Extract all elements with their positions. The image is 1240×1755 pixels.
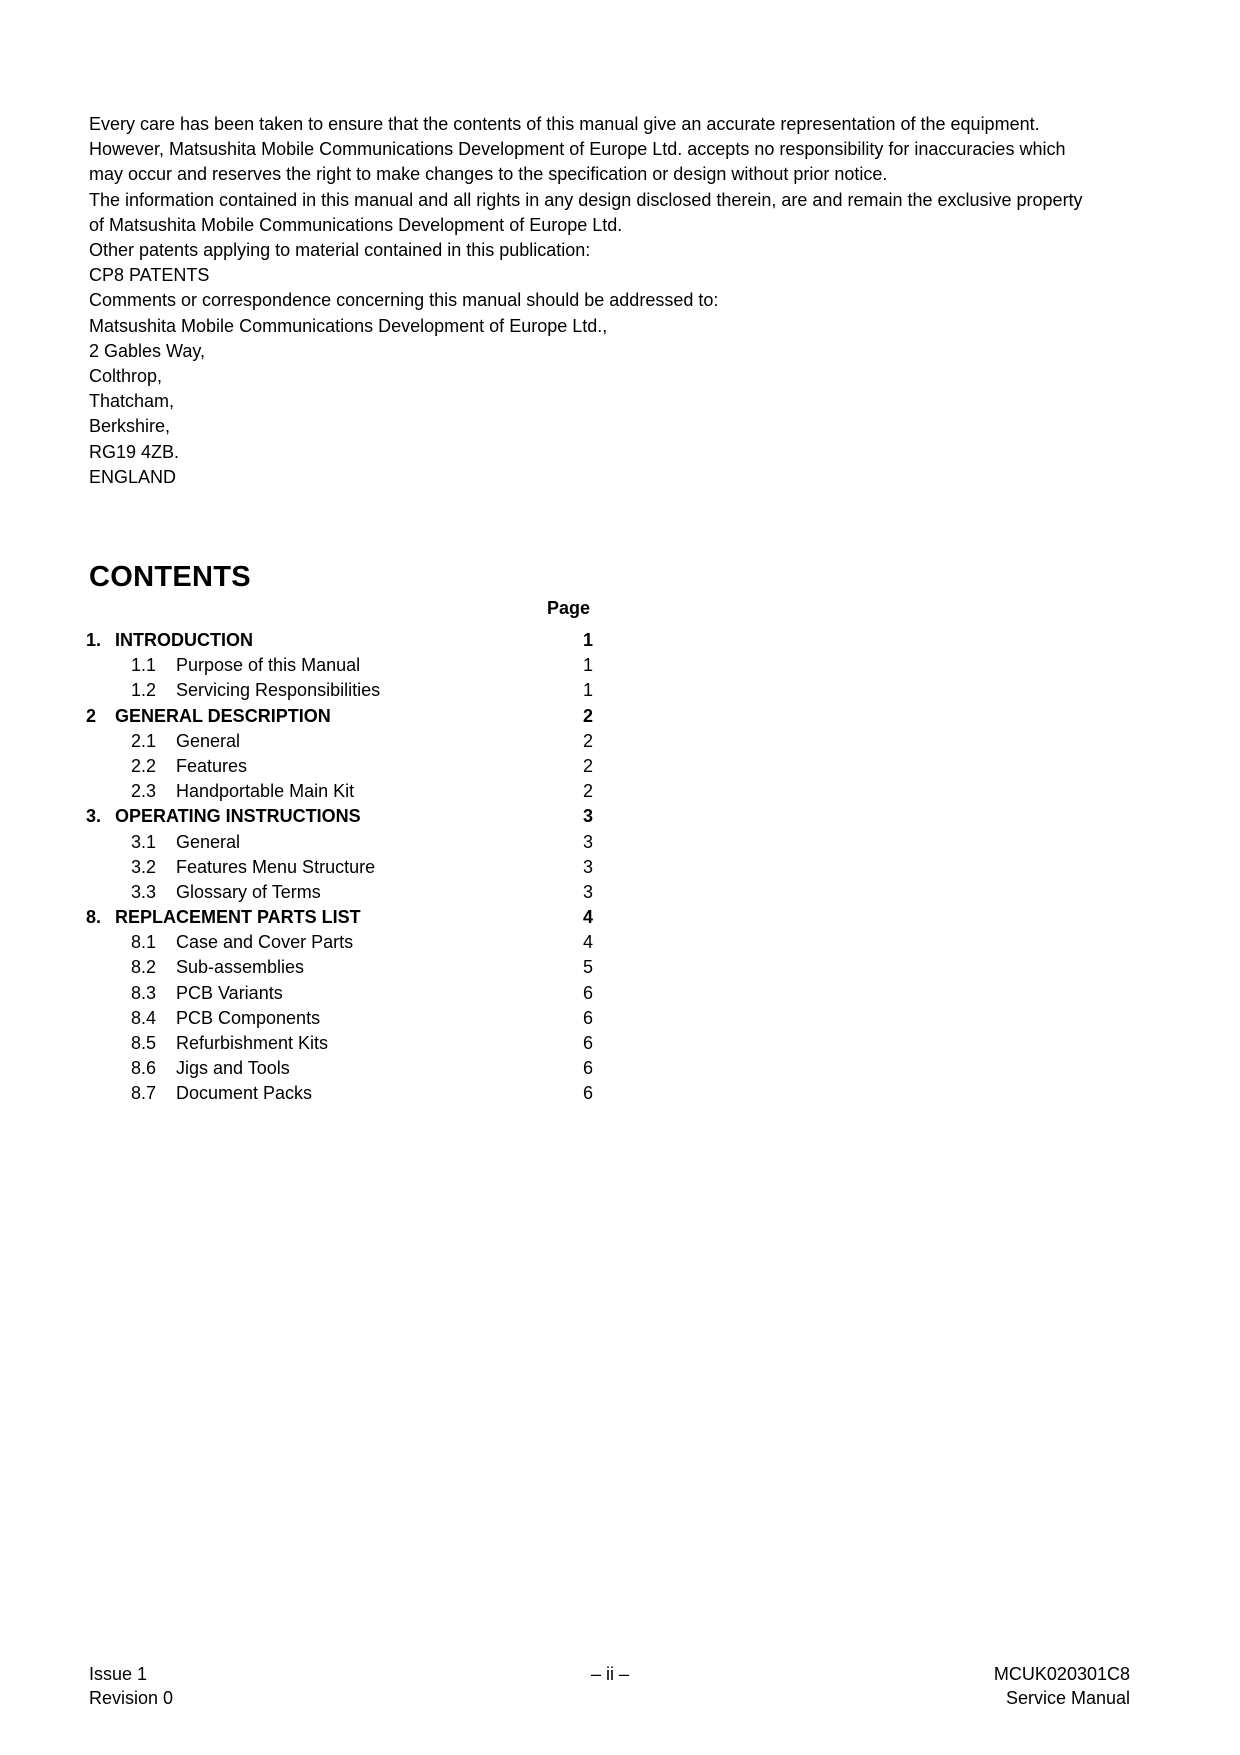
toc-entry-number: 2.3 (131, 781, 157, 802)
toc-subsection-row (86, 653, 596, 678)
toc-section-row (86, 628, 596, 653)
toc-subsection-row (86, 779, 596, 804)
toc-entry-number: 8.7 (131, 1083, 157, 1104)
toc-entry-page: 6 (582, 1033, 593, 1053)
toc-entry-number: 1. (86, 630, 102, 650)
toc-entry-page: 2 (582, 755, 593, 776)
toc-entry-title: GENERAL DESCRIPTION (115, 705, 331, 726)
toc-entry-page: 3 (582, 856, 593, 877)
toc-entry-number: 8.6 (131, 1058, 157, 1079)
toc-entry-title: Glossary of Terms (176, 881, 321, 902)
contents-heading: CONTENTS (89, 561, 251, 593)
toc-entry-number: 3.1 (131, 831, 157, 852)
toc-entry-number: 1.1 (131, 655, 157, 676)
intro-line: However, Matsushita Mobile Communications Development of Europe Ltd. accepts no responsibility for inaccuracies which (89, 139, 1066, 160)
toc-entry-page: 3 (582, 831, 593, 852)
toc-entry-page: 1 (582, 680, 593, 701)
toc-entry-page: 5 (582, 957, 593, 978)
toc-entry-title: REPLACEMENT PARTS LIST (115, 907, 361, 928)
footer-doc-type: Service Manual (1005, 1688, 1130, 1708)
toc-entry-page: 1 (582, 630, 593, 650)
intro-disclaimer (89, 112, 1149, 490)
address-line: Matsushita Mobile Communications Development of Europe Ltd., (89, 315, 608, 336)
toc-subsection-row (86, 678, 596, 703)
toc-entry-page: 2 (582, 781, 593, 802)
toc-entry-title: Sub-assemblies (176, 957, 305, 978)
toc-entry-title: Features Menu Structure (176, 856, 376, 877)
toc-subsection-row (86, 830, 596, 855)
toc-subsection-row (86, 1081, 596, 1106)
toc-subsection-row (86, 1031, 596, 1056)
address-line: RG19 4ZB. (89, 441, 180, 462)
toc-entry-number: 8.1 (131, 932, 157, 953)
intro-line: of Matsushita Mobile Communications Development of Europe Ltd. (89, 214, 623, 235)
intro-line: may occur and reserves the right to make changes to the specification or design without prior notice. (89, 164, 888, 185)
address-line: Berkshire, (89, 416, 171, 437)
toc-section-row (86, 704, 596, 729)
toc-entry-number: 8.3 (131, 982, 157, 1003)
toc-entry-title: OPERATING INSTRUCTIONS (115, 806, 361, 827)
toc-entry-title: Features (176, 755, 248, 776)
toc-entry-page: 2 (582, 705, 593, 726)
toc-entry-title: Handportable Main Kit (176, 781, 355, 802)
footer-revision: Revision 0 (89, 1688, 174, 1708)
toc-entry-title: Purpose of this Manual (176, 655, 361, 676)
toc-entry-title: INTRODUCTION (115, 630, 253, 650)
toc-entry-number: 8.5 (131, 1033, 157, 1053)
toc-subsection-row (86, 1006, 596, 1031)
address-line: Thatcham, (89, 391, 175, 412)
toc-entry-page: 3 (582, 806, 593, 827)
toc-entry-title: General (176, 730, 241, 751)
toc-subsection-row (86, 729, 596, 754)
page-column-header: Page (546, 598, 590, 618)
toc-entry-title: Document Packs (176, 1083, 313, 1104)
footer-doc-code: MCUK020301C8 (993, 1664, 1130, 1684)
toc-entry-page: 4 (582, 932, 593, 953)
toc-entry-title: Case and Cover Parts (176, 932, 354, 953)
address-line: ENGLAND (89, 466, 177, 487)
toc-entry-number: 1.2 (131, 680, 157, 701)
intro-line: Every care has been taken to ensure that the contents of this manual give an accurate representation of the equipment. (89, 114, 1040, 134)
toc-entry-title: PCB Variants (176, 982, 283, 1003)
toc-entry-title: Jigs and Tools (176, 1058, 290, 1079)
toc-entry-title: Refurbishment Kits (176, 1033, 329, 1053)
toc-entry-number: 3. (86, 806, 102, 827)
table-of-contents (86, 628, 596, 1107)
toc-entry-title: Servicing Responsibilities (176, 680, 381, 701)
toc-entry-number: 2.2 (131, 755, 157, 776)
toc-entry-page: 6 (582, 982, 593, 1003)
toc-entry-number: 2.1 (131, 730, 157, 751)
toc-entry-number: 8. (86, 907, 102, 928)
footer-page-number: – ii – (590, 1664, 630, 1684)
intro-line: Other patents applying to material contained in this publication: (89, 240, 591, 261)
toc-subsection-row (86, 1056, 596, 1081)
address-line: 2 Gables Way, (89, 340, 206, 361)
footer-issue-block (89, 1662, 173, 1710)
toc-entry-page: 6 (582, 1058, 593, 1079)
address-line: Colthrop, (89, 366, 163, 387)
toc-subsection-row (86, 955, 596, 980)
footer-doc-block (994, 1662, 1130, 1710)
toc-section-row (86, 905, 596, 930)
toc-subsection-row (86, 754, 596, 779)
toc-entry-number: 3.2 (131, 856, 157, 877)
toc-entry-title: General (176, 831, 241, 852)
toc-entry-number: 3.3 (131, 881, 157, 902)
toc-entry-page: 1 (582, 655, 593, 676)
intro-line: CP8 PATENTS (89, 265, 210, 286)
toc-entry-page: 2 (582, 730, 593, 751)
toc-section-row (86, 804, 596, 829)
toc-subsection-row (86, 855, 596, 880)
toc-entry-page: 6 (582, 1007, 593, 1028)
footer-issue: Issue 1 (89, 1664, 148, 1684)
toc-entry-page: 3 (582, 881, 593, 902)
toc-entry-number: 2 (86, 705, 97, 726)
toc-entry-number: 8.4 (131, 1007, 157, 1028)
toc-subsection-row (86, 981, 596, 1006)
toc-entry-page: 4 (582, 907, 593, 928)
toc-entry-number: 8.2 (131, 957, 157, 978)
intro-line: Comments or correspondence concerning this manual should be addressed to: (89, 290, 719, 311)
toc-entry-page: 6 (582, 1083, 593, 1104)
toc-subsection-row (86, 930, 596, 955)
toc-entry-title: PCB Components (176, 1007, 321, 1028)
toc-subsection-row (86, 880, 596, 905)
intro-line: The information contained in this manual and all rights in any design disclosed therein, are and remain the exclusive property (89, 189, 1083, 210)
